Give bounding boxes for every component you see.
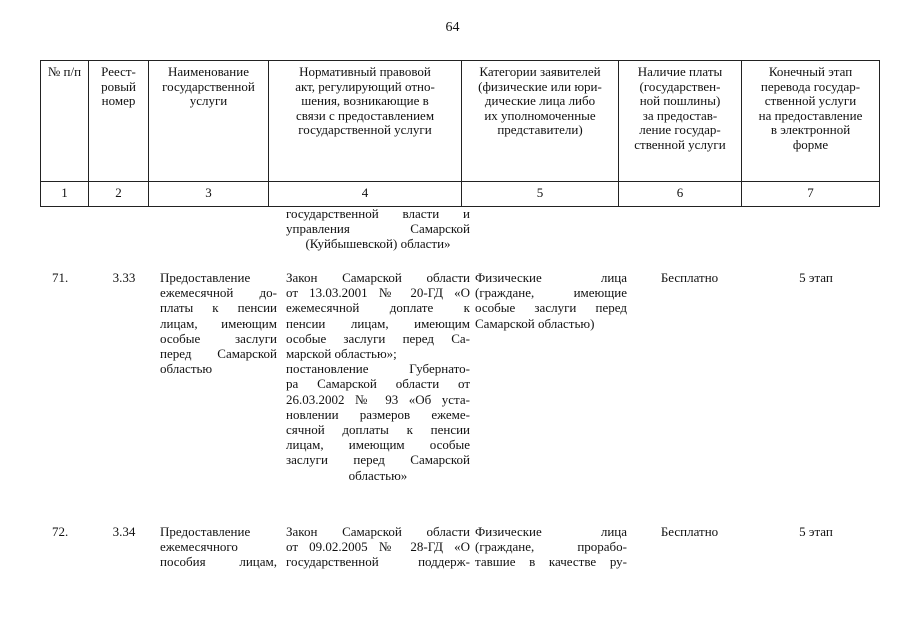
row-71-act-line: областью» [348,467,408,483]
row-71-act-line: новлении размеров ежеме- [286,406,470,422]
row-71-name-line: областью [160,361,213,377]
row-71-act-line: 26.03.2002 № 93 «Об уста- [286,391,470,407]
header-col-3-text: Наименование государственной услуги [162,64,255,108]
row-71-act-line: ра Самарской области от [286,376,470,392]
table-header [40,60,880,207]
row-71-applicants-line: (граждане, имеющие [475,285,627,301]
header-col-5-text: Категории заявителей (физические или юри- дические лица либо их уполномоченные представители) [478,64,602,137]
header-col-6 [619,61,742,182]
header-col-7-text: Конечный этап перевода государ- ственной услуги на предоставление в электронной форме [758,64,863,152]
row-71-act-line: ежемесячной доплате к [286,300,470,316]
row-72-applicants-line: (граждане, прорабо- [475,539,627,555]
row-71-name-line: платы к пенсии [160,300,277,316]
row-71-act-line: лицам, имеющим особые [286,437,470,453]
row-72-fee: Бесплатно [660,524,719,539]
col-number-3: 3 [149,182,269,207]
row-72-act-line: Закон Самарской области [286,524,470,539]
col-number-2: 2 [89,182,149,207]
row-72-act-cell [286,524,470,570]
row-71-stage: 5 этап [799,270,833,285]
row-71-num: 71. [52,270,69,285]
row-72-name-line: ежемесячного [160,539,238,555]
row-71-applicants-line: Физические лица [475,270,627,285]
row-71-name-cell [160,270,277,376]
col-number-7: 7 [742,182,880,207]
row-71-act-cell [286,270,470,483]
header-col-6-text: Наличие платы (государствен- ной пошлины) за предостав- ление государ- ственной услуги [634,64,726,152]
row-71-name-line: Предоставление [160,270,251,285]
header-col-1 [41,61,89,182]
row-71-name-line: особые заслуги [160,330,277,346]
row-72-name-line: Предоставление [160,524,251,539]
header-col-1-text: № п/п [47,64,82,79]
row-71-act-line: заслуги перед Самарской [286,452,470,468]
header-numbers-row [41,182,880,207]
row-71-act-line: особые заслуги перед Са- [286,330,470,346]
continuation-act-line: управления Самарской [286,221,470,237]
row-71-name-line: перед Самарской [160,346,277,362]
header-col-2 [89,61,149,182]
row-72-name-cell [160,524,277,570]
continuation-act-line: государственной власти и [286,206,470,221]
row-71-applicants-line: особые заслуги перед [475,300,627,316]
row-71-act-line: марской областью»; [286,346,397,362]
col-number-1: 1 [41,182,89,207]
row-72-applicants-line: тавшие в качестве ру- [475,554,627,570]
header-col-5 [462,61,619,182]
row-72-name-line: пособия лицам, [160,554,277,570]
col-number-4: 4 [269,182,462,207]
row-71-applicants-line: Самарской областью) [475,315,595,331]
row-72-num: 72. [52,524,69,539]
row-71-name-line: лицам, имеющим [160,315,277,331]
continuation-act-cell [286,206,470,252]
row-71-act-line: постановление Губернато- [286,361,470,377]
col-number-5: 5 [462,182,619,207]
row-72-act-line: от 09.02.2005 № 28-ГД «О [286,539,470,555]
row-72-stage: 5 этап [799,524,833,539]
header-col-2-text: Реест- ровый номер [101,64,136,108]
header-col-3 [149,61,269,182]
row-72-applicants-line: Физические лица [475,524,627,539]
row-71-reg: 3.33 [112,270,136,285]
continuation-act-line: (Куйбышевской) области» [305,236,451,252]
header-col-4-text: Нормативный правовой акт, регулирующий отно- шения, возникающие в связи с предоставлением государственной услуги [295,64,435,137]
row-72-reg: 3.34 [112,524,136,539]
row-71-act-line: сячной доплаты к пенсии [286,422,470,438]
row-71-applicants-cell [475,270,627,331]
header-titles-row [41,61,880,182]
row-72-applicants-cell [475,524,627,570]
row-72-act-line: государственной поддерж- [286,554,470,570]
header-col-7 [742,61,880,182]
row-71-act-line: пенсии лицам, имеющим [286,315,470,331]
row-71-name-line: ежемесячной до- [160,285,277,301]
row-71-act-line: Закон Самарской области [286,270,470,285]
row-71-fee: Бесплатно [660,270,719,285]
row-71-act-line: от 13.03.2001 № 20-ГД «О [286,285,470,301]
header-col-4 [269,61,462,182]
page-number: 64 [445,20,460,35]
col-number-6: 6 [619,182,742,207]
